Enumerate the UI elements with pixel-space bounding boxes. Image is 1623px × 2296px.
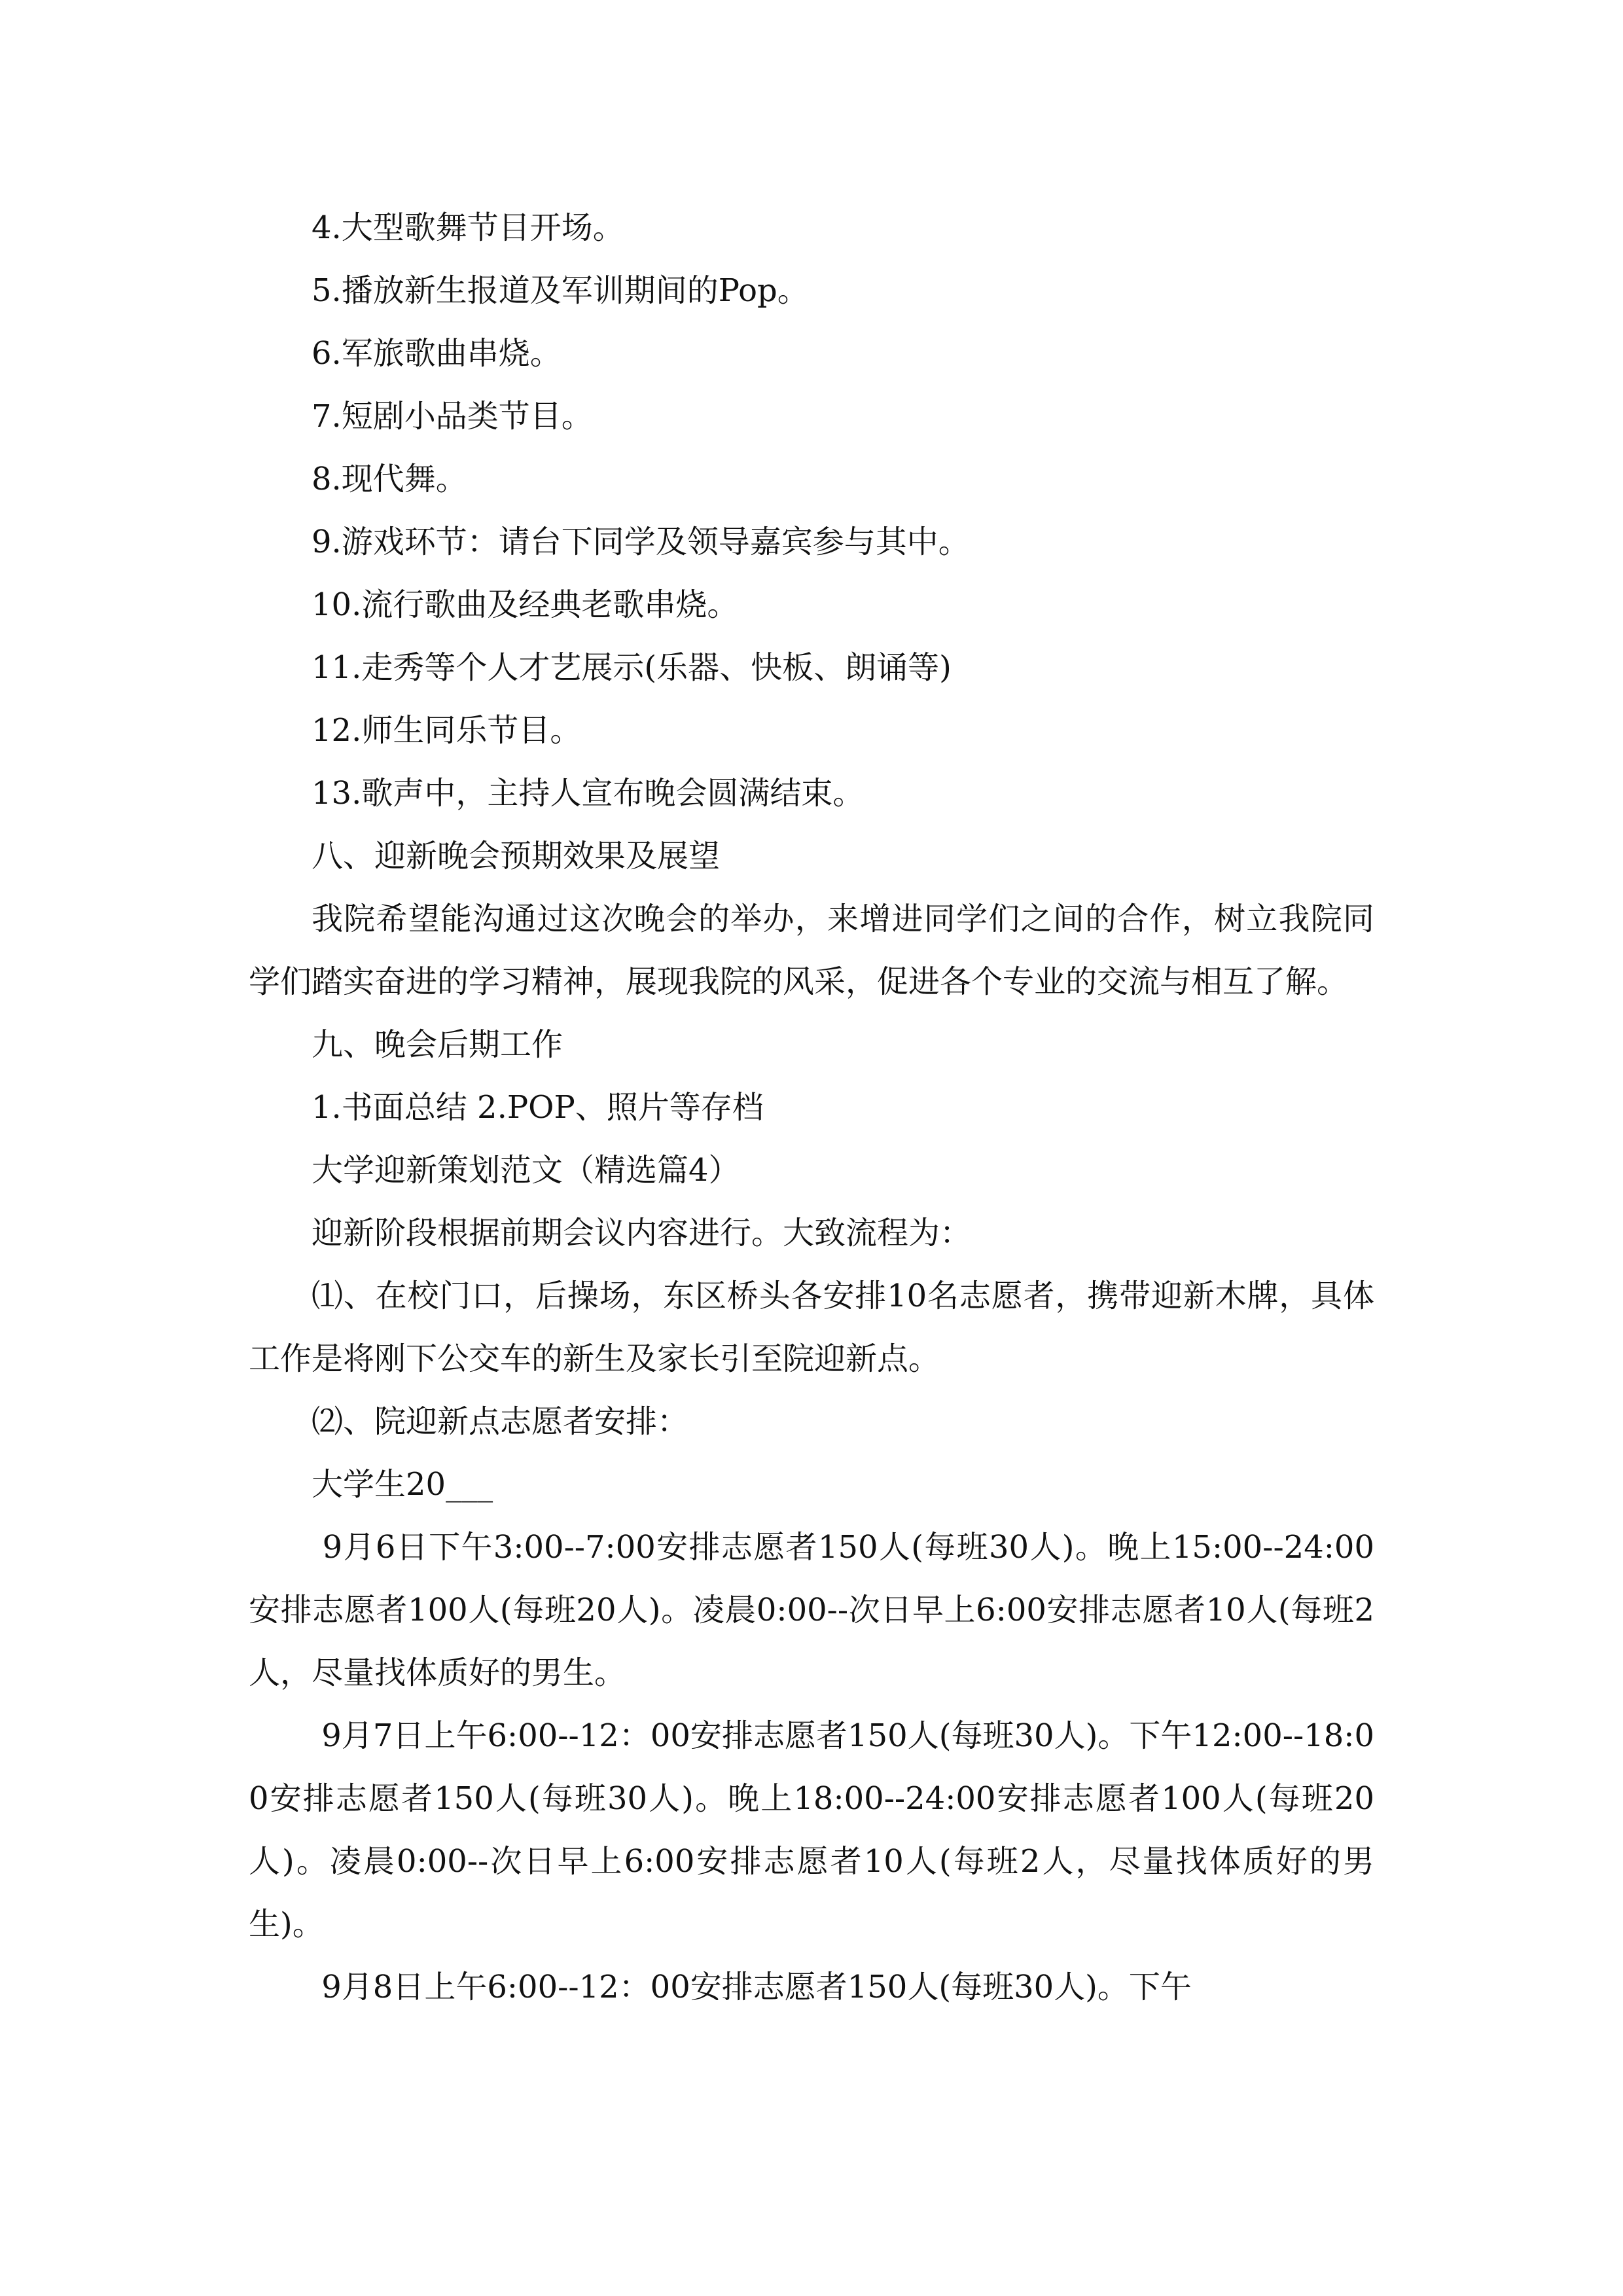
body-paragraph: 我院希望能沟通过这次晚会的举办，来增进同学们之间的合作，树立我院同学们踏实奋进的学习精神，展现我院的风采，促进各个专业的交流与相互了解。	[249, 901, 1374, 1000]
body-paragraph: 迎新阶段根据前期会议内容进行。大致流程为：	[312, 1215, 972, 1251]
list-item-10: 10.流行歌曲及经典老歌串烧。	[312, 586, 739, 623]
section-heading-8: 八、迎新晚会预期效果及展望	[312, 838, 721, 874]
list-item-4: 4.大型歌舞节目开场。	[312, 209, 624, 246]
list-item-8: 8.现代舞。	[312, 461, 467, 497]
list-item-11: 11.走秀等个人才艺展示(乐器、快板、朗诵等)	[312, 649, 952, 686]
list-item-9: 9.游戏环节：请台下同学及领导嘉宾参与其中。	[312, 524, 970, 560]
step-2-paragraph: ⑵、院迎新点志愿者安排：	[312, 1403, 689, 1440]
article-title: 大学迎新策划范文（精选篇4）	[312, 1152, 740, 1189]
list-item-12: 12.师生同乐节目。	[312, 712, 582, 749]
schedule-day-7: 9月7日上午6:00--12：00安排志愿者150人(每班30人)。下午12:00--18:00安排志愿者150人(每班30人)。晚上18:00--24:00安排志愿者100人(每班20人)。凌晨0:00--次日早上6:00安排志愿者10人(每班2人，尽量找体质好的男生)。	[249, 1717, 1374, 1943]
section-heading-9: 九、晚会后期工作	[312, 1026, 563, 1063]
document-body	[249, 196, 1374, 2018]
list-item: 1.书面总结 2.POP、照片等存档	[312, 1089, 764, 1126]
list-item-5: 5.播放新生报道及军训期间的Pop。	[312, 272, 809, 309]
schedule-day-6: 9月6日下午3:00--7:00安排志愿者150人(每班30人)。晚上15:00--24:00安排志愿者100人(每班20人)。凌晨0:00--次日早上6:00安排志愿者10人(每班2人，尽量找体质好的男生。	[249, 1529, 1374, 1691]
list-item-13: 13.歌声中，主持人宣布晚会圆满结束。	[312, 775, 865, 812]
list-item-6: 6.军旅歌曲串烧。	[312, 335, 562, 372]
step-1-paragraph: ⑴、在校门口，后操场，东区桥头各安排10名志愿者，携带迎新木牌，具体工作是将刚下公交车的新生及家长引至院迎新点。	[249, 1278, 1374, 1377]
body-paragraph: 大学生20___	[312, 1466, 493, 1503]
list-item-7: 7.短剧小品类节目。	[312, 398, 593, 435]
schedule-day-8: 9月8日上午6:00--12：00安排志愿者150人(每班30人)。下午	[312, 1969, 1192, 2005]
